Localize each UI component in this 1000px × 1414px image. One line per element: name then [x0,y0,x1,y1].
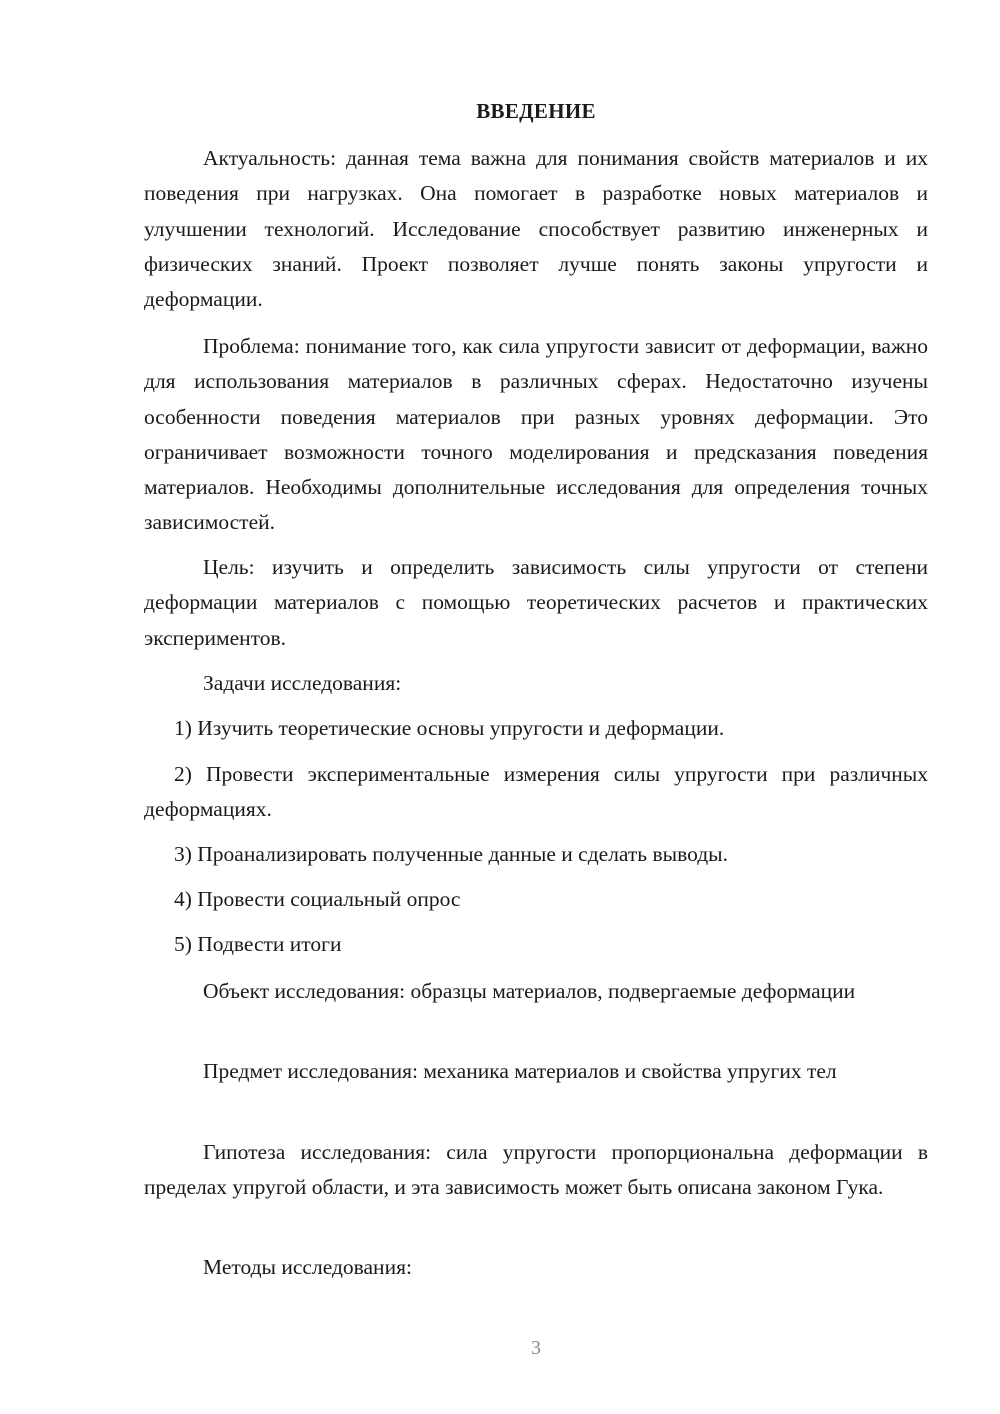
task-item-4: 4) Провести социальный опрос [174,887,461,911]
relevance-paragraph: Актуальность: данная тема важна для понимания свойств материалов и их поведения при нагрузках. Она помогает в разработке новых материалов и улучшении технологий. Исследование способствует развитию инженерных и физических знаний. Проект позволяет лучше понять законы упругости и деформации. [144,146,928,312]
methods-title: Методы исследования: [203,1255,412,1279]
task-item-5: 5) Подвести итоги [174,932,342,956]
section-heading: ВВЕДЕНИЕ [476,99,596,123]
object-paragraph: Объект исследования: образцы материалов, подвергаемые деформации [203,979,856,1003]
task-item-3: 3) Проанализировать полученные данные и сделать выводы. [174,842,728,866]
task-item-1: 1) Изучить теоретические основы упругости и деформации. [174,716,725,740]
hypothesis-paragraph: Гипотеза исследования: сила упругости пропорциональна деформации в пределах упругой области, и эта зависимость может быть описана законом Гука. [144,1140,928,1200]
document-page [144,0,928,1414]
tasks-title: Задачи исследования: [203,671,402,695]
subject-paragraph: Предмет исследования: механика материалов и свойства упругих тел [203,1059,837,1083]
problem-paragraph: Проблема: понимание того, как сила упругости зависит от деформации, важно для использования материалов в различных сферах. Недостаточно изучены особенности поведения материалов при разных уровнях деформации. Это ограничивает возможности точного моделирования и предсказания поведения материалов. Необходимы дополнительные исследования для определения точных зависимостей. [144,334,928,535]
task-item-2: 2) Провести экспериментальные измерения силы упругости при различных деформациях. [144,762,928,822]
goal-paragraph: Цель: изучить и определить зависимость силы упругости от степени деформации материалов с помощью теоретических расчетов и практических экспериментов. [144,555,928,650]
page-number: 3 [531,1337,541,1359]
